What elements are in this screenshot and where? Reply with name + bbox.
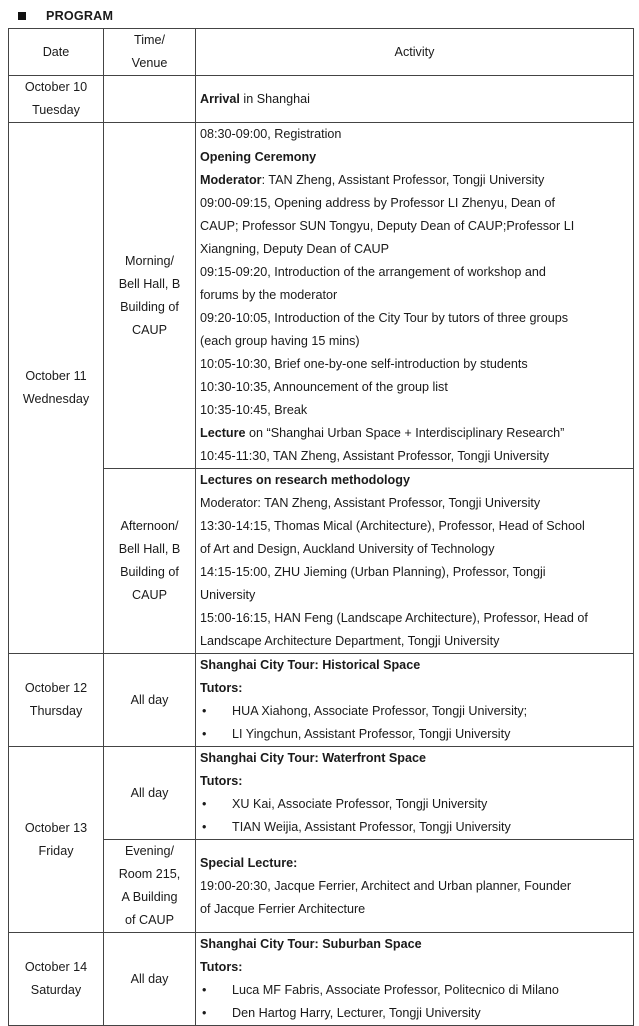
activity-cell: Shanghai City Tour: Suburban Space Tutors: • Luca MF Fabris, Associate Professor, Politecnico di Milano • Den Hartog Harry, Lecturer, Tongji University xyxy=(196,933,634,1026)
venue-cell xyxy=(104,76,196,123)
program-table xyxy=(8,28,634,1026)
bullet-icon: • xyxy=(202,797,207,811)
activity-column-header: Activity xyxy=(196,29,634,76)
venue-cell: All day xyxy=(104,933,196,1026)
time-venue-column-header: Time/ Venue xyxy=(104,29,196,76)
list-item: • HUA Xiahong, Associate Professor, Tongji University; xyxy=(200,700,629,723)
activity-cell: 08:30-09:00, Registration Opening Ceremony Moderator: TAN Zheng, Assistant Professor, Tongji University 09:00-09:15, Opening address by Professor LI Zhenyu, Dean of CAUP; Professor SUN Tongyu, Deputy Dean of CAUP;Professor LI Xiangning, Deputy Dean of CAUP 09:15-09:20, Introduction of the arrangement of workshop and forums by the moderator 09:20-10:05, Introduction of the City Tour by tutors of three groups (each group having 15 mins) 10:05-10:30, Brief one-by-one self-introduction by students 10:30-10:35, Announcement of the group list 10:35-10:45, Break Lecture on “Shanghai Urban Space + Interdisciplinary Research” 10:45-11:30, TAN Zheng, Assistant Professor, Tongji University xyxy=(196,123,634,469)
activity-cell: Special Lecture: 19:00-20:30, Jacque Ferrier, Architect and Urban planner, Founder of Jacque Ferrier Architecture xyxy=(196,840,634,933)
date-cell: October 14 Saturday xyxy=(9,933,104,1026)
bullet-icon: • xyxy=(202,820,207,834)
activity-cell: Arrival in Shanghai xyxy=(196,76,634,123)
list-item: • Den Hartog Harry, Lecturer, Tongji University xyxy=(200,1002,629,1025)
bullet-icon: • xyxy=(202,704,207,718)
table-row xyxy=(9,654,634,747)
date-cell: October 12 Thursday xyxy=(9,654,104,747)
square-bullet-icon xyxy=(18,12,26,20)
bullet-icon: • xyxy=(202,727,207,741)
date-cell: October 13 Friday xyxy=(9,747,104,933)
venue-cell: Morning/ Bell Hall, B Building of CAUP xyxy=(104,123,196,469)
list-item: • LI Yingchun, Assistant Professor, Tongji University xyxy=(200,723,629,746)
date-cell: October 10 Tuesday xyxy=(9,76,104,123)
date-cell: October 11 Wednesday xyxy=(9,123,104,654)
table-row xyxy=(9,76,634,123)
venue-cell: All day xyxy=(104,654,196,747)
list-item: • Luca MF Fabris, Associate Professor, Politecnico di Milano xyxy=(200,979,629,1002)
table-row xyxy=(9,933,634,1026)
date-column-header: Date xyxy=(9,29,104,76)
bullet-icon: • xyxy=(202,1006,207,1020)
table-row xyxy=(9,123,634,469)
section-heading xyxy=(18,6,113,26)
header-row xyxy=(9,29,634,76)
activity-cell: Shanghai City Tour: Waterfront Space Tutors: • XU Kai, Associate Professor, Tongji University • TIAN Weijia, Assistant Professor, Tongji University xyxy=(196,747,634,840)
bullet-icon: • xyxy=(202,983,207,997)
activity-cell: Shanghai City Tour: Historical Space Tutors: • HUA Xiahong, Associate Professor, Tongji University; • LI Yingchun, Assistant Professor, Tongji University xyxy=(196,654,634,747)
list-item: • TIAN Weijia, Assistant Professor, Tongji University xyxy=(200,816,629,839)
activity-cell: Lectures on research methodology Moderator: TAN Zheng, Assistant Professor, Tongji University 13:30-14:15, Thomas Mical (Architecture), Professor, Head of School of Art and Design, Auckland University of Technology 14:15-15:00, ZHU Jieming (Urban Planning), Professor, Tongji University 15:00-16:15, HAN Feng (Landscape Architecture), Professor, Head of Landscape Architecture Department, Tongji University xyxy=(196,469,634,654)
section-title: PROGRAM xyxy=(46,9,114,23)
venue-cell: Evening/ Room 215, A Building of CAUP xyxy=(104,840,196,933)
table-row xyxy=(9,747,634,840)
venue-cell: Afternoon/ Bell Hall, B Building of CAUP xyxy=(104,469,196,654)
list-item: • XU Kai, Associate Professor, Tongji University xyxy=(200,793,629,816)
venue-cell: All day xyxy=(104,747,196,840)
